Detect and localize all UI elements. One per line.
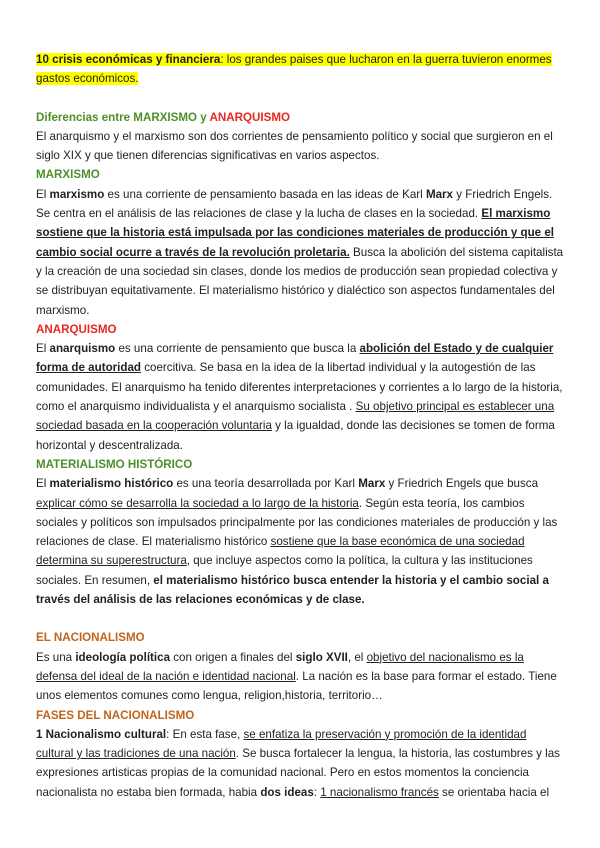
nacionalismo-paragraph: Es una ideología política con origen a finales del siglo XVII, el objetivo del nacionalismo es la defensa del ideal de la nación e identidad nacional. La nación es la base para formar el estado. Tiene unos elementos comunes como lengua, religion,historia, territorio… — [36, 650, 557, 703]
spacer — [36, 609, 566, 628]
anarquismo-heading: ANARQUISMO — [36, 322, 117, 336]
materialismo-paragraph: El materialismo histórico es una teoría desarrollada por Karl Marx y Friedrich Engels que busca explicar cómo se desarrolla la sociedad a lo largo de la historia. Según esta teoría, los cambios sociales y políticos son impulsados principalmente por las condiciones materiales de producción y las relaciones de clase. El materialismo histórico sostiene que la base económica de una sociedad determina su superestructura, que incluye aspectos como la política, la cultura y las instituciones sociales. En resumen, el materialismo histórico busca entender la historia y el cambio social a través del análisis de las relaciones económicas y de clase. — [36, 477, 558, 607]
materialismo-heading: MATERIALISMO HISTÓRICO — [36, 457, 193, 471]
crisis-title: 10 crisis económicas y financiera — [36, 53, 221, 66]
crisis-text: : los grandes paises que lucharon en la guerra tuvieron enormes gastos económicos. — [36, 53, 552, 86]
anarquismo-paragraph: El anarquismo es una corriente de pensamiento que busca la abolición del Estado y de cualquier forma de autoridad coercitiva. Se basa en la idea de la libertad individual y la autogestión de las comunidades. El anarquismo ha tenido diferentes interpretaciones y corrientes a lo largo de la historia, como el anarquismo individualista y el anarquismo socialista . Su objetivo principal es establecer una sociedad basada en la cooperación voluntaria y la igualdad, donde las decisiones se tomen de forma horizontal y descentralizada. — [36, 342, 563, 452]
diferencias-text: El anarquismo y el marxismo son dos corrientes de pensamiento político y social que surgieron en el siglo XIX y que tienen diferencias significativas en varios aspectos. — [36, 129, 553, 163]
nacionalismo-heading: EL NACIONALISMO — [36, 631, 145, 645]
document-page — [36, 50, 566, 802]
crisis-paragraph — [36, 50, 566, 89]
marxismo-paragraph: El marxismo es una corriente de pensamiento basada en las ideas de Karl Marx y Friedrich Engels. Se centra en el análisis de las relaciones de clase y la lucha de clases en la sociedad. El marxismo sostiene que la historia está impulsada por las condiciones materiales de producción y que el cambio social ocurre a través de la revolución proletaria. Busca la abolición del sistema capitalista y la creación de una sociedad sin clases, donde los medios de producción sean propiedad colectiva y se distribuyan equitativamente. El materialismo histórico y dialéctico son aspectos fundamentales del marxismo. — [36, 187, 564, 317]
marxismo-heading: MARXISMO — [36, 168, 100, 182]
fases-paragraph: 1 Nacionalismo cultural: En esta fase, se enfatiza la preservación y promoción de la identidad cultural y las tradiciones de una nación. Se busca fortalecer la lengua, la historia, las costumbres y las expresiones artisticas propias de la comunidad nacional. Pero en estos momentos la conciencia nacionalista no estaba bien formada, habia dos ideas: 1 nacionalismo francés se orientaba hacia el — [36, 727, 560, 799]
diferencias-heading: Diferencias entre MARXISMO y ANARQUISMO — [36, 110, 291, 124]
fases-heading: FASES DEL NACIONALISMO — [36, 708, 195, 722]
spacer — [36, 89, 566, 108]
